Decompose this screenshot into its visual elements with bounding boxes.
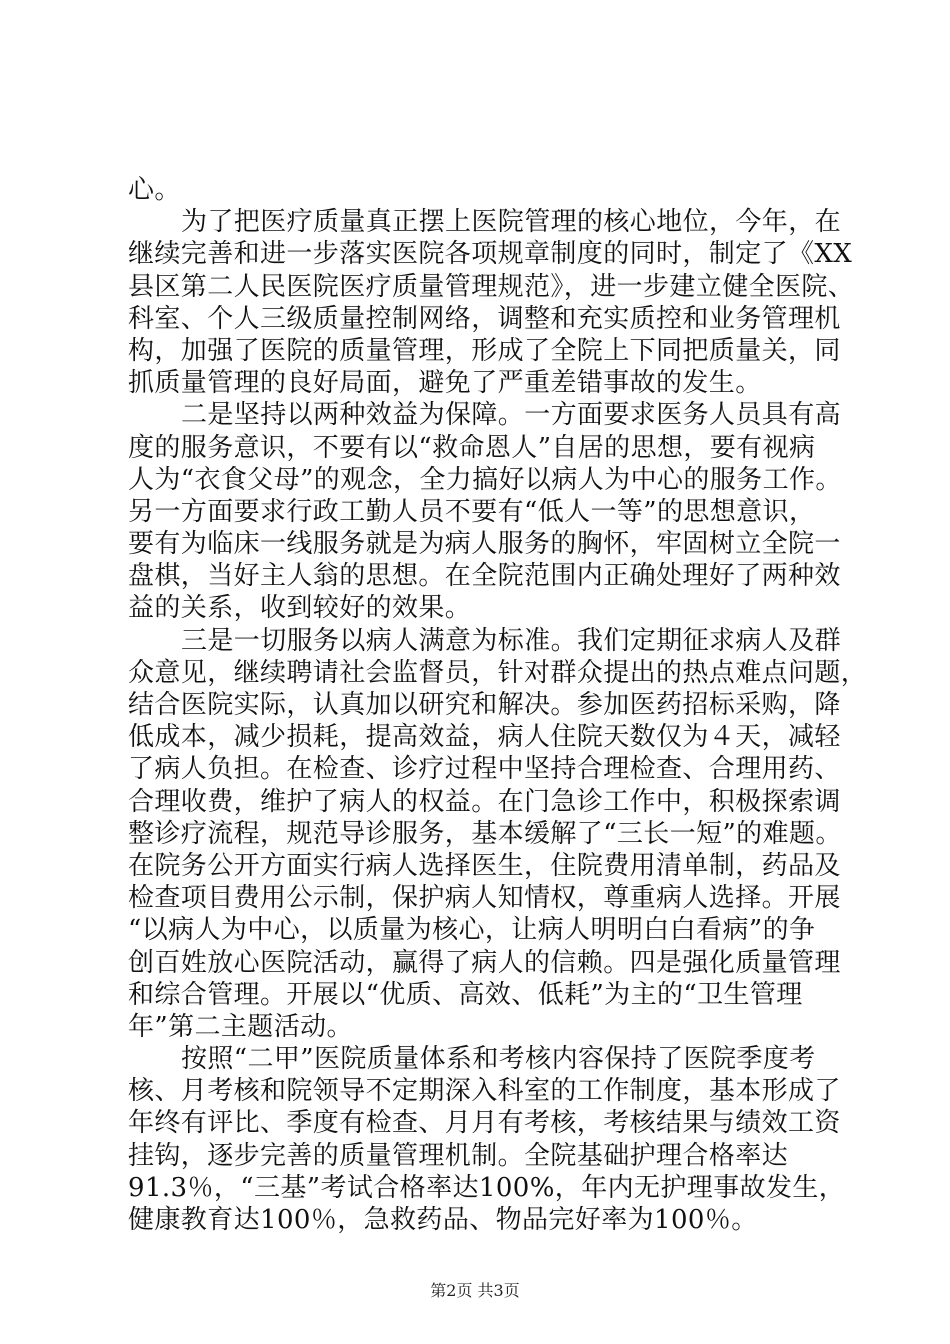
text-line: 整诊疗流程，规范导诊服务，基本缓解了“三长一短”的难题。 bbox=[128, 818, 842, 849]
text-line: 人为“衣食父母”的观念，全力搞好以病人为中心的服务工作。 bbox=[128, 464, 842, 495]
text-line: 低成本，减少损耗，提高效益，病人住院天数仅为４天，减轻 bbox=[128, 722, 841, 753]
text-line: 健康教育达100％，急救药品、物品完好率为100％。 bbox=[128, 1205, 758, 1235]
text-line: 91.3％，“三基”考试合格率达100%，年内无护理事故发生， bbox=[128, 1172, 846, 1203]
text-line: 创百姓放心医院活动，赢得了病人的信赖。四是强化质量管理 bbox=[128, 947, 841, 978]
text-line: 三是一切服务以病人满意为标准。我们定期征求病人及群 bbox=[181, 625, 842, 656]
page-footer bbox=[0, 1278, 950, 1301]
text-line: 年终有评比、季度有检查、月月有考核，考核结果与绩效工资 bbox=[128, 1108, 841, 1139]
text-line: 科室、个人三级质量控制网络，调整和充实质控和业务管理机 bbox=[128, 303, 841, 334]
text-line: 二是坚持以两种效益为保障。一方面要求医务人员具有高 bbox=[181, 400, 842, 431]
page-number-label: 第2页 共3页 bbox=[430, 1281, 520, 1300]
text-line: 合理收费，维护了病人的权益。在门急诊工作中，积极探索调 bbox=[128, 786, 841, 817]
text-line: 众意见，继续聘请社会监督员，针对群众提出的热点难点问题， bbox=[128, 657, 868, 688]
text-line: 要有为临床一线服务就是为病人服务的胸怀，牢固树立全院一 bbox=[128, 529, 841, 560]
text-line: 县区第二人民医院医疗质量管理规范》，进一步建立健全医院、 bbox=[128, 271, 855, 302]
text-line: 另一方面要求行政工勤人员不要有“低人一等”的思想意识， bbox=[128, 496, 816, 527]
text-line: 了病人负担。在检查、诊疗过程中坚持合理检查、合理用药、 bbox=[128, 754, 841, 785]
text-line: 继续完善和进一步落实医院各项规章制度的同时，制定了《XX bbox=[128, 239, 853, 270]
text-line: 抓质量管理的良好局面，避免了严重差错事故的发生。 bbox=[128, 368, 762, 399]
text-line: 心。 bbox=[128, 175, 181, 205]
text-line: 在院务公开方面实行病人选择医生，住院费用清单制，药品及 bbox=[128, 850, 841, 881]
text-line: 挂钩，逐步完善的质量管理机制。全院基础护理合格率达 bbox=[128, 1140, 789, 1171]
text-line: 年”第二主题活动。 bbox=[128, 1011, 353, 1042]
text-line: 核、月考核和院领导不定期深入科室的工作制度，基本形成了 bbox=[128, 1076, 841, 1107]
text-line: 按照“二甲”医院质量体系和考核内容保持了医院季度考 bbox=[181, 1044, 816, 1075]
text-line: 和综合管理。开展以“优质、高效、低耗”为主的“卫生管理 bbox=[128, 979, 803, 1010]
text-line: 为了把医疗质量真正摆上医院管理的核心地位，今年，在 bbox=[181, 207, 842, 238]
text-line: 结合医院实际，认真加以研究和解决。参加医药招标采购，降 bbox=[128, 690, 841, 720]
text-line: 构，加强了医院的质量管理，形成了全院上下同把质量关，同 bbox=[128, 335, 841, 366]
document-body bbox=[128, 174, 868, 1236]
text-line: 益的关系，收到较好的效果。 bbox=[128, 593, 472, 624]
text-line: 度的服务意识，不要有以“救命恩人”自居的思想，要有视病 bbox=[128, 432, 816, 463]
text-line: “以病人为中心，以质量为核心，让病人明明白白看病”的争 bbox=[128, 915, 816, 946]
text-line: 检查项目费用公示制，保护病人知情权，尊重病人选择。开展 bbox=[128, 883, 841, 914]
text-line: 盘棋，当好主人翁的思想。在全院范围内正确处理好了两种效 bbox=[128, 561, 841, 592]
